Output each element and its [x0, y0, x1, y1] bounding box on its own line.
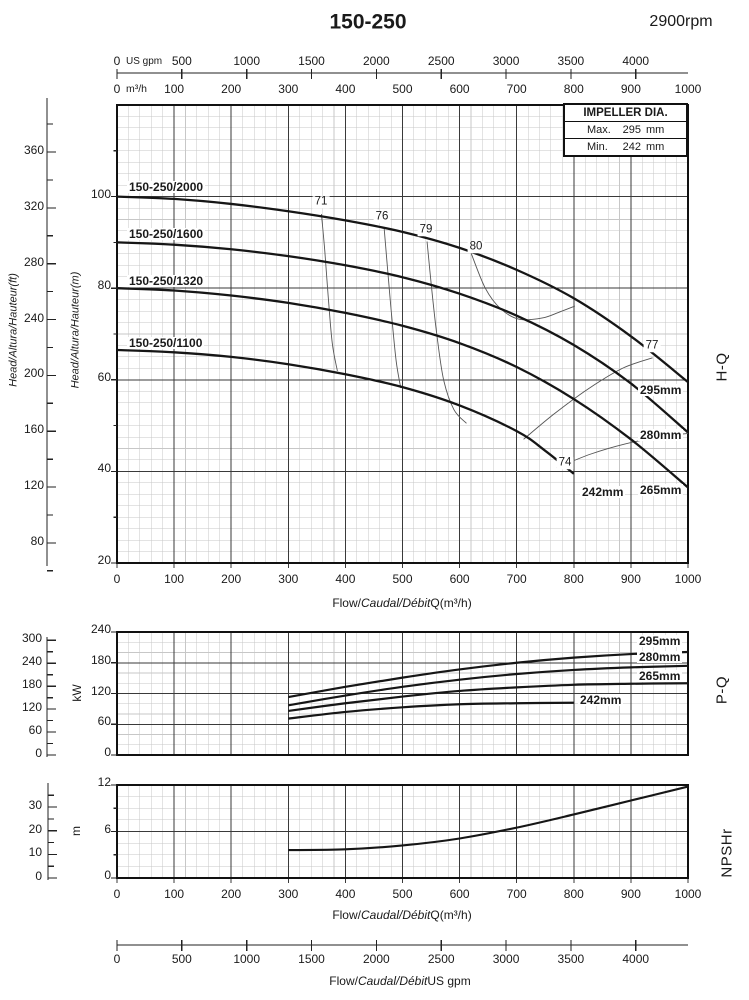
power-kw-tick-label: 0: [104, 745, 111, 759]
npshr-m-tick-label: 0: [104, 868, 111, 882]
head-ft-tick-label: 240: [23, 310, 44, 325]
npshr-x-tick-label: 0: [113, 887, 121, 901]
impeller-min-label: Min.: [587, 141, 608, 153]
top-m3h-tick-label: 600: [449, 82, 470, 96]
efficiency-label: 79: [419, 223, 433, 236]
power-hp-tick-label: 60: [28, 723, 42, 738]
impeller-min-value: 242: [622, 141, 641, 153]
npshr-x-tick-label: 500: [392, 887, 413, 901]
power-kw-tick-label: 240: [90, 622, 111, 636]
bottom-usgpm-tick-label: 2500: [427, 952, 455, 966]
flow-title-suffix: Q(m³/h): [430, 596, 472, 610]
power-hp-tick-label: 180: [21, 677, 42, 692]
top-usgpm-tick-label: 1000: [233, 54, 261, 68]
top-m3h-tick-label: 400: [335, 82, 356, 96]
npshr-x-tick-label: 600: [449, 887, 470, 901]
flow-title-prefix: Flow/: [332, 908, 361, 922]
curve-model-label: 150-250/1320: [129, 274, 204, 288]
pq-side-label: P-Q: [713, 675, 731, 705]
curve-diameter-label: 242mm: [582, 485, 624, 499]
top-usgpm-tick-label: 2000: [363, 54, 390, 68]
power-hp-tick-label: 0: [35, 746, 42, 760]
head-m-tick-label: 20: [97, 553, 111, 567]
head-ft-tick-label: 120: [23, 478, 44, 493]
impeller-max-unit: mm: [646, 124, 665, 136]
npshr-x-tick-label: 700: [506, 887, 527, 901]
npshr-x-tick-label: 1000: [674, 887, 702, 901]
efficiency-label: 71: [314, 195, 328, 208]
head-m-axis-label: Head/Altura/Hauteur(m): [69, 271, 82, 389]
hq-side-label: H-Q: [713, 352, 731, 382]
top-m3h-tick-label: 100: [164, 82, 185, 96]
top-m3h-tick-label: 700: [506, 82, 527, 96]
impeller-max-label: Max.: [587, 124, 611, 136]
bottom-usgpm-tick-label: 1000: [233, 952, 261, 966]
power-kw-tick-label: 120: [90, 683, 111, 698]
flow-title-suffix: US gpm: [427, 974, 471, 988]
top-usgpm-tick-label: 1500: [298, 54, 325, 68]
head-ft-tick-label: 80: [30, 533, 44, 548]
top-m3h-tick-label: 0: [113, 82, 121, 96]
impeller-box-title: IMPELLER DIA.: [583, 107, 668, 119]
top-m3h-tick-label: 800: [563, 82, 584, 96]
hq-x-tick-label: 100: [164, 572, 185, 586]
curve-model-label: 150-250/2000: [129, 180, 204, 194]
npshr-x-tick-label: 900: [620, 887, 641, 901]
head-ft-tick-label: 200: [23, 366, 44, 381]
flow-title-prefix: Flow/: [332, 596, 361, 610]
npshr-ft-tick-label: 30: [28, 798, 42, 813]
impeller-min-row: [565, 138, 686, 155]
npshr-x-tick-label: 200: [221, 887, 242, 901]
npshr-ft-tick-label: 0: [35, 869, 42, 883]
npshr-x-tick-label: 100: [164, 887, 185, 901]
top-usgpm-tick-label: 3000: [492, 54, 520, 68]
hq-x-tick-label: 400: [335, 572, 356, 586]
hq-x-tick-label: 600: [449, 572, 470, 586]
curve-model-label: 150-250/1600: [129, 227, 204, 241]
head-m-tick-label: 60: [97, 369, 111, 384]
page-title: 150-250: [329, 10, 407, 34]
power-kw-tick-label: 180: [90, 652, 111, 667]
npshr-m-tick-label: 6: [104, 821, 111, 836]
curve-model-label: 150-250/1100: [129, 336, 203, 350]
hq-x-tick-label: 1000: [674, 572, 702, 586]
npshr-side-label: NPSHr: [718, 828, 736, 878]
bottom-usgpm-tick-label: 4000: [622, 952, 650, 966]
npshr-x-tick-label: 800: [563, 887, 584, 901]
curve-diameter-label: 295mm: [640, 383, 682, 397]
efficiency-label: 77: [645, 339, 659, 352]
head-ft-axis-label: Head/Altura/Hauteur(ft): [7, 273, 20, 387]
speed-label: 2900rpm: [649, 13, 713, 30]
npshr-x-axis-title: [332, 909, 471, 921]
hq-x-tick-label: 300: [278, 572, 299, 586]
top-usgpm-tick-label: 3500: [557, 54, 585, 68]
bottom-usgpm-tick-label: 0: [113, 952, 121, 966]
head-ft-tick-label: 280: [23, 254, 44, 269]
npshr-x-tick-label: 400: [335, 887, 356, 901]
hq-x-axis-title: [332, 597, 471, 609]
top-m3h-tick-label: 500: [392, 82, 413, 96]
head-ft-tick-label: 320: [23, 198, 44, 213]
npshr-ft-tick-label: 10: [28, 845, 42, 860]
flow-title-italic: Caudal/Débit: [360, 596, 431, 610]
top-m3h-tick-label: 200: [221, 82, 242, 96]
impeller-dia-box: [563, 103, 688, 157]
flow-title-italic: Caudal/Débit: [357, 974, 428, 988]
hq-x-tick-label: 0: [113, 572, 121, 586]
top-m3h-tick-label: 300: [278, 82, 299, 96]
kw-axis-label: kW: [70, 684, 84, 702]
power-hp-tick-label: 300: [21, 631, 42, 646]
power-curve-diameter-label: 280mm: [639, 650, 681, 664]
top-usgpm-tick-label: 2500: [427, 54, 455, 68]
bottom-usgpm-tick-label: 500: [171, 952, 192, 966]
top-m3h-unit: m³/h: [126, 83, 147, 95]
top-m3h-tick-label: 900: [620, 82, 641, 96]
bottom-usgpm-tick-label: 3500: [557, 952, 585, 966]
power-curve-diameter-label: 265mm: [639, 669, 681, 683]
impeller-max-row: [565, 121, 686, 138]
bottom-usgpm-tick-label: 2000: [363, 952, 390, 966]
npshr-m-axis-label: m: [69, 826, 83, 836]
hq-x-tick-label: 900: [620, 572, 641, 586]
efficiency-label: 74: [558, 456, 572, 469]
top-usgpm-tick-label: 0: [113, 54, 121, 68]
hq-x-tick-label: 200: [221, 572, 242, 586]
flow-title-suffix: Q(m³/h): [430, 908, 472, 922]
impeller-max-value: 295: [622, 124, 641, 136]
top-usgpm-unit: US gpm: [126, 56, 163, 67]
efficiency-label: 76: [375, 210, 389, 223]
npshr-x-tick-label: 300: [278, 887, 299, 901]
efficiency-label: 80: [469, 240, 483, 253]
usgpm-axis-title: [329, 975, 470, 987]
head-m-tick-label: 100: [90, 186, 111, 201]
head-ft-tick-label: 360: [23, 143, 44, 158]
head-ft-tick-label: 160: [23, 422, 44, 437]
hq-x-tick-label: 800: [563, 572, 584, 586]
power-hp-tick-label: 240: [21, 654, 42, 669]
bottom-usgpm-tick-label: 3000: [492, 952, 520, 966]
hq-x-tick-label: 500: [392, 572, 413, 586]
power-curve-diameter-label: 242mm: [580, 693, 622, 707]
curve-diameter-label: 280mm: [640, 428, 682, 442]
curve-diameter-label: 265mm: [640, 483, 682, 497]
top-usgpm-tick-label: 500: [171, 54, 192, 68]
flow-title-italic: Caudal/Débit: [360, 908, 431, 922]
hq-x-tick-label: 700: [506, 572, 527, 586]
flow-title-prefix: Flow/: [329, 974, 358, 988]
impeller-min-unit: mm: [646, 141, 665, 153]
npshr-m-tick-label: 12: [97, 775, 111, 789]
head-m-tick-label: 40: [97, 461, 111, 476]
top-usgpm-tick-label: 4000: [622, 54, 650, 68]
power-curve-diameter-label: 295mm: [639, 634, 681, 648]
npshr-ft-tick-label: 20: [28, 821, 42, 836]
top-m3h-tick-label: 1000: [674, 82, 702, 96]
head-m-tick-label: 80: [97, 278, 111, 293]
power-kw-tick-label: 60: [97, 714, 111, 729]
bottom-usgpm-tick-label: 1500: [298, 952, 325, 966]
power-hp-tick-label: 120: [21, 700, 42, 715]
